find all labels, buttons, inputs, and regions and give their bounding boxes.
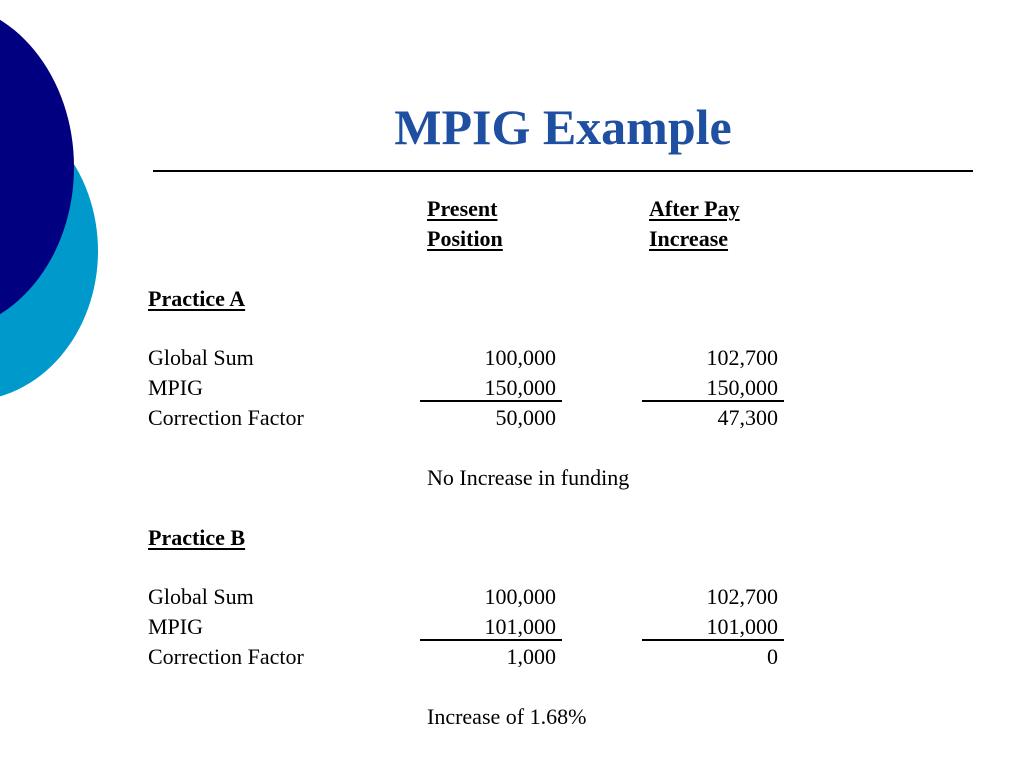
- header-present-line2: Position: [427, 226, 503, 251]
- practice-b-after-value: 0: [767, 644, 778, 669]
- practice-a-after-value: 150,000: [706, 375, 778, 400]
- header-after-line1: After Pay: [649, 196, 740, 221]
- slide-title: MPIG Example: [394, 99, 732, 155]
- practice-a-note: No Increase in funding: [427, 465, 630, 490]
- practice-b-after-value: 102,700: [706, 584, 778, 609]
- practice-b-note: Increase of 1.68%: [427, 704, 587, 729]
- practice-b-present-value: 100,000: [484, 584, 556, 609]
- practice-a-heading: Practice A: [148, 286, 246, 311]
- title-divider: [153, 170, 973, 172]
- practice-b-row-label: MPIG: [148, 614, 204, 639]
- practice-b-after-value: 101,000: [706, 614, 778, 639]
- practice-b-after-subtotal-line: [642, 639, 784, 641]
- practice-a-after-value: 102,700: [706, 345, 778, 370]
- practice-a-after-value: 47,300: [717, 405, 778, 430]
- practice-b-present-value: 101,000: [484, 614, 556, 639]
- practice-a-present-value: 100,000: [484, 345, 556, 370]
- practice-a-row-label: Global Sum: [148, 345, 254, 370]
- header-present-line1: Present: [427, 196, 498, 221]
- practice-a-row-label: MPIG: [148, 375, 204, 400]
- practice-a-after-subtotal-line: [642, 400, 784, 402]
- practice-a-present-value: 150,000: [484, 375, 556, 400]
- practice-b-present-value: 1,000: [506, 644, 556, 669]
- practice-a-present-subtotal-line: [420, 400, 562, 402]
- practice-a-row-label: Correction Factor: [148, 405, 304, 430]
- practice-b-heading: Practice B: [148, 525, 246, 550]
- header-after-line2: Increase: [649, 226, 729, 251]
- practice-b-row-label: Global Sum: [148, 584, 254, 609]
- practice-b-present-subtotal-line: [420, 639, 562, 641]
- practice-b-row-label: Correction Factor: [148, 644, 304, 669]
- practice-a-present-value: 50,000: [495, 405, 556, 430]
